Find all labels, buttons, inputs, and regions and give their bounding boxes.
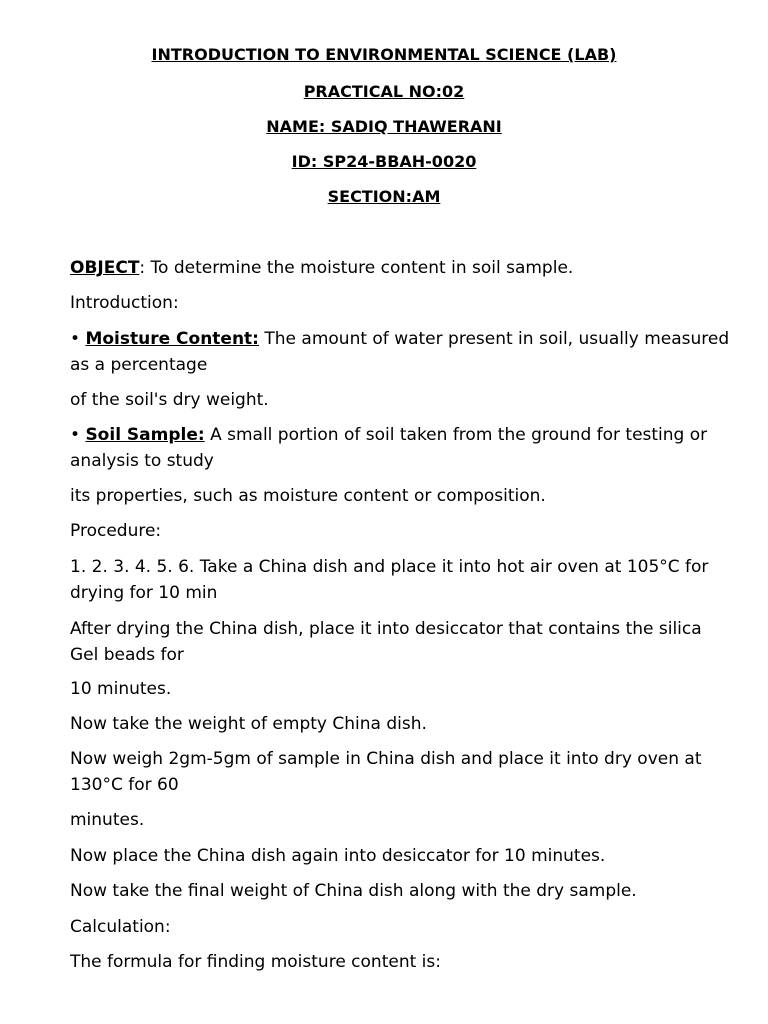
procedure-step-5: Now place the China dish again into desiccator for 10 minutes.	[70, 846, 606, 866]
soil-sample-definition: A small portion of soil taken from the ground for testing or analysis to study	[70, 425, 708, 471]
procedure-step-3: Now take the weight of empty China dish.	[70, 714, 427, 734]
student-name: NAME: SADIQ THAWERANI	[266, 117, 502, 136]
moisture-content-continuation: of the soil's dry weight.	[70, 390, 269, 410]
section: SECTION:AM	[327, 187, 441, 206]
moisture-content-bullet	[70, 326, 730, 378]
procedure-step-2: After drying the China dish, place it into desiccator that contains the silica Gel beads for	[70, 619, 702, 665]
introduction-heading: Introduction:	[70, 293, 179, 313]
procedure-step-2-continuation: 10 minutes.	[70, 679, 172, 699]
soil-sample-term: Soil Sample:	[85, 425, 205, 445]
moisture-content-term: Moisture Content:	[85, 329, 259, 349]
soil-sample-continuation: its properties, such as moisture content or composition.	[70, 486, 546, 506]
moisture-content-definition: The amount of water present in soil, usually measured as a percentage	[70, 329, 730, 375]
student-id: ID: SP24-BBAH-0020	[291, 152, 477, 171]
object-text: : To determine the moisture content in soil sample.	[139, 258, 574, 278]
practical-number: PRACTICAL NO:02	[303, 82, 465, 101]
bullet-marker: •	[70, 425, 86, 445]
procedure-step-1: 1. 2. 3. 4. 5. 6. Take a China dish and place it into hot air oven at 105°C for drying for 10 min	[70, 557, 709, 603]
procedure-step-4-continuation: minutes.	[70, 810, 145, 830]
object-label: OBJECT	[70, 258, 140, 278]
formula-intro: The formula for finding moisture content is:	[70, 952, 441, 972]
course-title: INTRODUCTION TO ENVIRONMENTAL SCIENCE (LAB)	[151, 45, 617, 64]
procedure-heading: Procedure:	[70, 521, 162, 541]
soil-sample-bullet	[70, 422, 730, 474]
object-paragraph	[70, 255, 730, 281]
calculation-heading: Calculation:	[70, 917, 171, 937]
bullet-marker: •	[70, 329, 86, 349]
procedure-step-4: Now weigh 2gm-5gm of sample in China dish and place it into dry oven at 130°C for 60	[70, 749, 702, 795]
procedure-step-6: Now take the final weight of China dish along with the dry sample.	[70, 881, 637, 901]
